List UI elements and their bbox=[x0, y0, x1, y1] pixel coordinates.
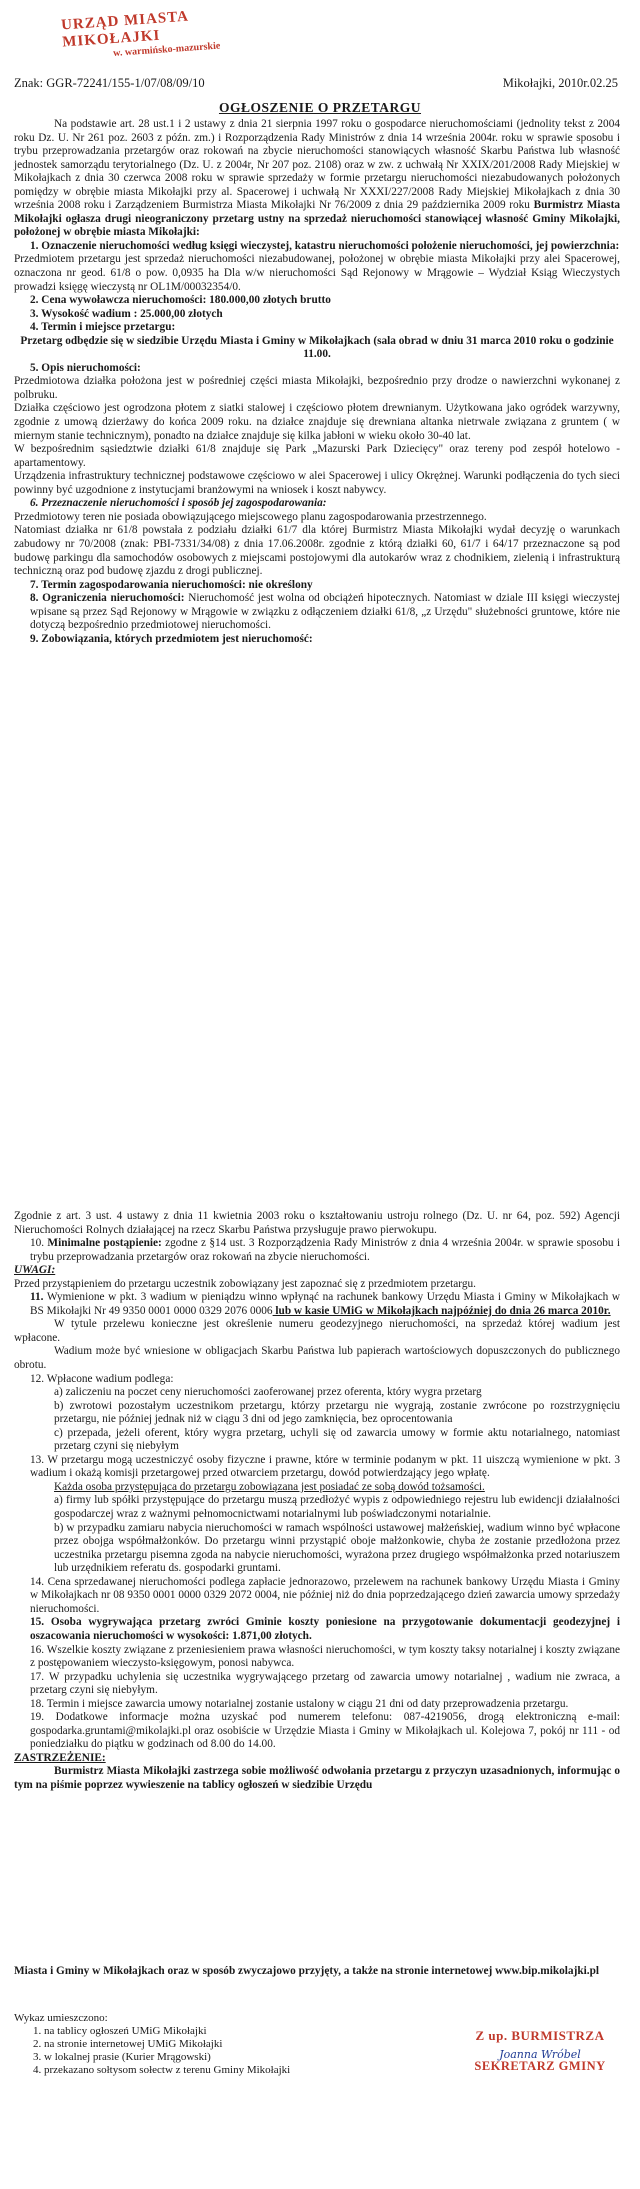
place-date: Mikołajki, 2010r.02.25 bbox=[502, 76, 618, 90]
signature-stamp-line-1: Z up. BURMISTRZA bbox=[475, 2028, 605, 2043]
page-title: OGŁOSZENIE O PRZETARGU bbox=[218, 100, 422, 115]
section-12-item-c: c) przepada, jeżeli oferent, który wygra przetarg, uchyli się od zawarcia umowy w formie aktu notarialnego, natomiast przetarg czyni się niebyłym bbox=[54, 1426, 620, 1453]
section-11-number: 11. bbox=[30, 1291, 44, 1304]
section-5-paragraph-1: Przedmiotowa działka położona jest w pośredniej części miasta Mikołajki, bezpośrednio przy drodze o nawierzchni wykonanej z polbruku. bbox=[14, 375, 620, 401]
section-13-id-requirement: Każda osoba przystępująca do przetargu zobowiązana jest posiadać ze sobą dowód tożsamości. bbox=[54, 1480, 485, 1493]
distribution-item: 4. przekazano sołtysom sołectw z terenu Gminy Mikołajki bbox=[44, 2064, 374, 2077]
stamp-line-1: URZĄD MIASTA MIKOŁAJKI bbox=[60, 8, 189, 51]
section-12-item-a: a) zaliczeniu na poczet ceny nieruchomości zaoferowanej przez oferenta, który wygra przetarg bbox=[54, 1386, 482, 1399]
stamp-line-2: w. warmińsko-mazurskie bbox=[112, 40, 221, 59]
section-9: 9. Zobowiązania, których przedmiotem jest nieruchomość: bbox=[30, 632, 313, 645]
distribution-list bbox=[14, 2012, 374, 2077]
section-14: 14. Cena sprzedawanej nieruchomości podlega zapłacie jednorazowo, przelewem na rachunek bankowy Urzędu Miasta i Gminy w Mikołajkach nr 08 9350 0001 0000 0329 2072 0004, nie później niż do dnia poprzedzającego dzień zawarcia umowy sprzedaży nieruchomości. bbox=[30, 1575, 620, 1615]
reservation-heading: ZASTRZEŻENIE: bbox=[14, 1751, 106, 1764]
section-2: 2. Cena wywoławcza nieruchomości: 180.000,00 złotych brutto bbox=[30, 294, 331, 307]
section-10-number: 10. bbox=[30, 1237, 45, 1250]
section-5-heading bbox=[14, 362, 620, 376]
handwritten-signature: Joanna Wróbel bbox=[499, 2048, 581, 2061]
distribution-item: 3. w lokalnej prasie (Kurier Mrągowski) bbox=[44, 2051, 374, 2064]
section-8-label: 8. Ograniczenia nieruchomości: bbox=[30, 592, 185, 605]
section-18: 18. Termin i miejsce zawarcia umowy notarialnej zostanie ustalony w ciągu 21 dni od daty przeprowadzenia przetargu. bbox=[30, 1697, 569, 1710]
section-7: 7. Termin zagospodarowania nieruchomości: nie określony bbox=[30, 578, 313, 591]
section-6-paragraph-1: Przedmiotowy teren nie posiada obowiązującego miejscowego planu zagospodarowania przestrzennego. bbox=[14, 510, 487, 523]
intro-text: Na podstawie art. 28 ust.1 i 2 ustawy z dnia 21 sierpnia 1997 roku o gospodarce nieruchomościami (jednolity tekst z 2004 roku Dz. U. Nr 261 poz. 2603 z późn. zm.) i Rozporządzenia Rady Ministrów z dnia 14 września 2004r. roku w sprawie sposobu i trybu przeprowadzania przetargów oraz rokowań na zbycie nieruchomości stanowiących własność Skarbu Państwa lub własność jednostek samorządu terytorialnego (Dz. U. z 2004r, Nr 207 poz. 2108) oraz w zw. z uchwałą Nr XXIX/201/2008 Rady Miejskiej w Mikołajkach z dnia 30 czerwca 2008 roku w sprawie sprzedaży w formie przetargu nieruchomości niezabudowanych położonych pomiędzy w obrębie miasta Mikołajki przy al. Spacerowej i uchwałą Nr XXXI/227/2008 Rady Miejskiej Mikołajkach z dnia 30 września 2008 roku i Zarządzeniem Burmistrza Miasta Mikołajki Nr 76/2009 z dnia 29 października 2009 roku bbox=[14, 118, 620, 212]
distribution-list-title: Wykaz umieszczono: bbox=[14, 2012, 108, 2024]
signature-stamp-line-3: SEKRETARZ GMINY bbox=[474, 2059, 606, 2073]
section-12-item-b: b) zwrotowi pozostałym uczestnikom przetargu, którzy przetargu nie wygrają, zostanie zwrócone po rozstrzygnięciu przetargu, nie później jednak niż w ciągu 3 dni od jego zamknięcia, bez oprocentowania bbox=[54, 1399, 620, 1426]
section-15: 15. Osoba wygrywająca przetarg zwróci Gminie koszty poniesione na przygotowanie dokumentacji geodezyjnej i oszacowania nieruchomości w wysokości: 1.871,00 złotych. bbox=[30, 1616, 620, 1642]
section-12: 12. Wpłacone wadium podlega: bbox=[30, 1372, 174, 1385]
section-3: 3. Wysokość wadium : 25.000,00 złotych bbox=[30, 307, 223, 320]
section-11-paragraph-3: Wadium może być wniesione w obligacjach Skarbu Państwa lub papierach wartościowych dopuszczonych do publicznego obrotu. bbox=[14, 1345, 620, 1372]
section-1-text: Przedmiotem przetargu jest sprzedaż nieruchomości niezabudowanej, położonej w obrębie miasta Mikołajki przy alei Spacerowej, oznaczona nr geod. 61/8 o pow. 0,0935 ha Dla w/w nieruchomości Sąd Rejonowy w Mrągowie – Wydział Ksiąg Wieczystych prowadzi księgę wieczystą nr OL1M/00032354/0. bbox=[14, 253, 620, 293]
section-11-deadline: lub w kasie UMiG w Mikołajkach najpóźniej do dnia 26 marca 2010r. bbox=[272, 1304, 611, 1317]
section-13-item-b: b) w przypadku zamiaru nabycia nieruchomości w ramach wspólności ustawowej małżeńskiej, wadium winno być wpłacone przez obojga współmałżonków. Do przetargu winni przystąpić oboje małżonkowie, chyba że zostanie przedłożona przez uczestnika przetargu pisemna zgoda na nabycie nieruchomości, wyrażona przez drugiego współmałżonka przed notariuszem lub urzędnikiem referatu ds. gospodarki gruntami. bbox=[54, 1521, 620, 1575]
office-stamp bbox=[45, 5, 238, 63]
section-17: 17. W przypadku uchylenia się uczestnika wygrywającego przetarg od zawarcia umowy notarialnej , wadium nie zwraca, a przetarg czyni się niebyłym. bbox=[30, 1670, 620, 1697]
remarks-heading: UWAGI: bbox=[14, 1264, 56, 1277]
notice-body-part-1 bbox=[14, 118, 620, 646]
footer-text: Miasta i Gminy w Mikołajkach oraz w sposób zwyczajowo przyjęty, a także na stronie internetowej www.bip.mikolajki.pl bbox=[14, 1965, 599, 1977]
section-5-paragraph-2: Działka częściowo jest ogrodzona płotem z siatki stalowej i częściowo płotem drewnianym. Użytkowana jako ogródek warzywny, zgodnie z umową dzierżawy do końca 2009 roku. na działce znajduje się drewniana altanka nietrwale związana z gruntem ( w miernym stanie technicznym), ponadto na działce znajduje się kilka jabłoni w wieku około 30-40 lat. bbox=[14, 402, 620, 442]
section-13-item-a: a) firmy lub spółki przystępujące do przetargu muszą przedłożyć wypis z odpowiedniego rejestru lub ewidencji działalności gospodarczej wraz z ważnymi pełnomocnictwami notarialnymi lub poświadczonymi notarialnie. bbox=[54, 1494, 620, 1521]
section-11-paragraph-2: W tytule przelewu konieczne jest określenie numeru geodezyjnego nieruchomości, na sprzedaż której wadium jest wpłacone. bbox=[14, 1318, 620, 1344]
section-4-text: Przetarg odbędzie się w siedzibie Urzędu Miasta i Gminy w Mikołajkach (sala obrad w dniu 31 marca 2010 roku o godzinie 11.00. bbox=[20, 334, 614, 361]
reservation-text: Burmistrz Miasta Mikołajki zastrzega sobie możliwość odwołania przetargu z przyczyn uzasadnionych, informując o tym na piśmie poprzez wywieszenie na tablicy ogłoszeń w siedzibie Urzędu bbox=[14, 1765, 620, 1791]
section-11-text: Wymienione w pkt. 3 wadium w pieniądzu winno wpłynąć na rachunek bankowy Urzędu Miasta i Gminy w Mikołajkach w BS Mikołajki Nr 49 9350 0001 0000 0329 2076 0006 bbox=[30, 1291, 620, 1317]
section-10-label: Minimalne postąpienie: bbox=[47, 1237, 162, 1250]
document-reference: Znak: GGR-72241/155-1/07/08/09/10 bbox=[14, 76, 205, 90]
section-19: 19. Dodatkowe informacje można uzyskać pod numerem telefonu: 087-4219056, drogą elektroniczną e-mail: gospodarka.gruntami@mikolajki.pl oraz osobiście w Urzędzie Miasta i Gminy w Mikołajkach ul. Kolejowa 7, pokój nr 111 - od poniedziałku do piątku w godzinach od 8.00 do 14.00. bbox=[30, 1711, 620, 1751]
section-5-label: 5. Opis nieruchomości: bbox=[30, 361, 141, 374]
section-10 bbox=[14, 1237, 620, 1264]
section-10-text: zgodne z §14 ust. 3 Rozporządzenia Rady Ministrów z dnia 4 września 2004r. w sprawie sposobu i trybu przeprowadzania przetargów oraz rokowań na zbycie nieruchomości. bbox=[30, 1237, 620, 1263]
signature-stamp bbox=[460, 2028, 620, 2074]
section-8 bbox=[14, 592, 620, 633]
section-5-paragraph-3: W bezpośrednim sąsiedztwie działki 61/8 znajduje się Park „Mazurski Park Dziecięcy" oraz tereny pod zespół hotelowo - apartamentowy. bbox=[14, 443, 620, 469]
remarks-text: Przed przystąpieniem do przetargu uczestnik zobowiązany jest zapoznać się z przedmiotem przetargu. bbox=[14, 1277, 476, 1290]
section-1-heading: 1. Oznaczenie nieruchomości według księgi wieczystej, katastru nieruchomości położenie nieruchomości, jej powierzchnia: bbox=[30, 239, 620, 252]
section-8-text: Nieruchomość jest wolna od obciążeń hipotecznych. Natomiast w dziale III księgi wieczystej wpisane są przez Sąd Rejonowy w Mrągowie w związku z odłączeniem działki 61/8, „z Urzędu" służebności gruntowe, które nie dotyczą bezpośrednio przedmiotowej nieruchomości. bbox=[30, 592, 620, 632]
section-6-paragraph-2: Natomiast działka nr 61/8 powstała z podziału działki 61/7 dla której Burmistrz Miasta Mikołajki wydał decyzję o warunkach zabudowy nr 70/2008 (znak: PBI-7331/34/08) z dnia 17.06.2008r. zgodnie z którą działki 60, 61/7 i 64/17 przeznaczone są pod budowę parkingu dla samochodów osobowych z miejscami postojowymi dla autokarów wraz z chodnikiem, zielenią i infrastrukturą techniczną oraz pod budowę zjazdu z drogi publicznej. bbox=[14, 524, 620, 578]
intro-paragraph bbox=[14, 118, 620, 240]
section-5-paragraph-4: Urządzenia infrastruktury technicznej podstawowe częściowo w alei Spacerowej i ulicy Okrężnej. Warunki podłączenia do tych sieci powinny być uzgodnione z instytucjami branżowymi na wniosek i koszt nabywcy. bbox=[14, 470, 620, 496]
distribution-item: 2. na stronie internetowej UMiG Mikołajki bbox=[44, 2038, 374, 2051]
section-16: 16. Wszelkie koszty związane z przeniesieniem prawa własności nieruchomości, w tym koszty taksy notarialnej i koszty związane z postępowaniem wieczysto-księgowym, ponosi nabywca. bbox=[30, 1643, 620, 1670]
section-4-heading: 4. Termin i miejsce przetargu: bbox=[30, 321, 176, 334]
notice-body-part-2 bbox=[14, 1210, 620, 1793]
distribution-item: 1. na tablicy ogłoszeń UMiG Mikołajki bbox=[44, 2025, 374, 2038]
intro-bold-text: Burmistrz Miasta Mikołajki ogłasza drugi nieograniczony przetarg ustny na sprzedaż nieruchomości stanowiącej własność Gminy Mikołajki, położonej w obrębie miasta Mikołajki: bbox=[14, 199, 620, 239]
preemption-paragraph: Zgodnie z art. 3 ust. 4 ustawy z dnia 11 kwietnia 2003 roku o kształtowaniu ustroju rolnego (Dz. U. nr 64, poz. 592) Agencji Nieruchomości Rolnych działającej na rzecz Skarbu Państwa przysługuje prawo pierwokupu. bbox=[14, 1210, 620, 1236]
section-6-heading: 6. Przeznaczenie nieruchomości i sposób jej zagospodarowania: bbox=[30, 497, 327, 510]
section-13: 13. W przetargu mogą uczestniczyć osoby fizyczne i prawne, które w terminie podanym w pkt. 11 uiszczą wymienione w pkt. 3 wadium i okażą komisji przetargowej przed otwarciem przetargu, dowód potwierdzający jego wpłatę. bbox=[30, 1453, 620, 1480]
section-11 bbox=[14, 1291, 620, 1318]
